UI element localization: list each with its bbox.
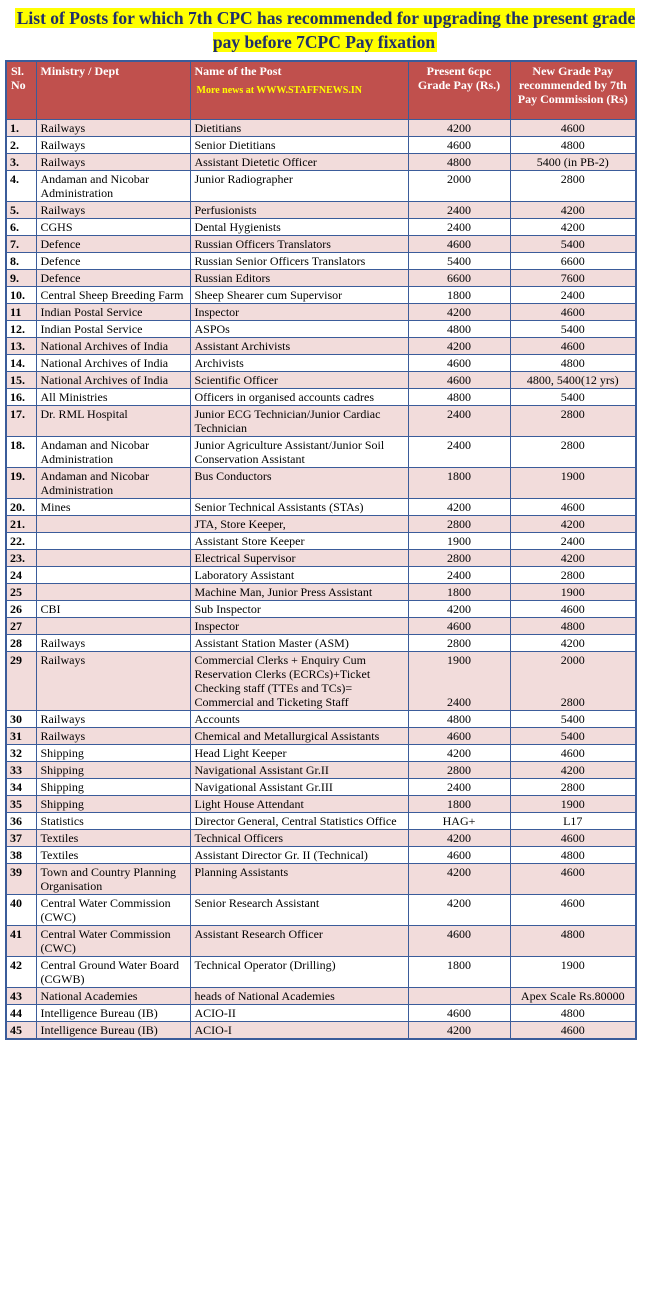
row-new-pay: 4600 bbox=[510, 337, 636, 354]
row-present-pay: 4800 bbox=[408, 388, 510, 405]
row-present-pay: 4600 bbox=[408, 846, 510, 863]
page-title bbox=[0, 0, 650, 52]
row-ministry: CBI bbox=[36, 600, 190, 617]
table-row bbox=[6, 354, 636, 371]
row-new-pay: 5400 bbox=[510, 388, 636, 405]
row-post: Assistant Archivists bbox=[190, 337, 408, 354]
table-row bbox=[6, 170, 636, 201]
row-present-pay: 2400 bbox=[408, 566, 510, 583]
row-post: Navigational Assistant Gr.II bbox=[190, 761, 408, 778]
row-ministry: Textiles bbox=[36, 846, 190, 863]
table-row bbox=[6, 987, 636, 1004]
row-new-pay: L17 bbox=[510, 812, 636, 829]
row-sl: 31 bbox=[6, 727, 36, 744]
table-row bbox=[6, 956, 636, 987]
table-row bbox=[6, 744, 636, 761]
row-new-pay: 1900 bbox=[510, 795, 636, 812]
row-new-pay: 4200 bbox=[510, 549, 636, 566]
row-ministry: Intelligence Bureau (IB) bbox=[36, 1021, 190, 1039]
row-ministry: Railways bbox=[36, 136, 190, 153]
row-ministry: CGHS bbox=[36, 218, 190, 235]
row-ministry: Central Water Commission (CWC) bbox=[36, 894, 190, 925]
row-new-pay: 5400 bbox=[510, 235, 636, 252]
row-ministry: Railways bbox=[36, 153, 190, 170]
row-post: Officers in organised accounts cadres bbox=[190, 388, 408, 405]
table-row bbox=[6, 812, 636, 829]
row-ministry: Andaman and Nicobar Administration bbox=[36, 170, 190, 201]
row-ministry: National Archives of India bbox=[36, 354, 190, 371]
row-present-pay: 4600 bbox=[408, 235, 510, 252]
row-sl: 3. bbox=[6, 153, 36, 170]
row-new-pay: 2400 bbox=[510, 532, 636, 549]
row-new-pay: 4600 bbox=[510, 498, 636, 515]
row-new-pay: 4600 bbox=[510, 303, 636, 320]
row-new-pay: 2800 bbox=[510, 436, 636, 467]
row-sl: 18. bbox=[6, 436, 36, 467]
present-pay-2: 2400 bbox=[447, 694, 471, 709]
row-sl: 16. bbox=[6, 388, 36, 405]
row-sl: 5. bbox=[6, 201, 36, 218]
row-sl: 12. bbox=[6, 320, 36, 337]
row-present-pay: 4600 bbox=[408, 371, 510, 388]
table-row bbox=[6, 201, 636, 218]
row-new-pay: 4600 bbox=[510, 1021, 636, 1039]
table-row bbox=[6, 286, 636, 303]
row-sl: 24 bbox=[6, 566, 36, 583]
row-ministry: Andaman and Nicobar Administration bbox=[36, 467, 190, 498]
row-sl: 28 bbox=[6, 634, 36, 651]
row-ministry: Andaman and Nicobar Administration bbox=[36, 436, 190, 467]
row-post: Navigational Assistant Gr.III bbox=[190, 778, 408, 795]
row-sl: 9. bbox=[6, 269, 36, 286]
table-row bbox=[6, 136, 636, 153]
row-post: Head Light Keeper bbox=[190, 744, 408, 761]
row-present-pay: 5400 bbox=[408, 252, 510, 269]
row-present-pay: HAG+ bbox=[408, 812, 510, 829]
row-post: Junior Agriculture Assistant/Junior Soil Conservation Assistant bbox=[190, 436, 408, 467]
row-post: ACIO-I bbox=[190, 1021, 408, 1039]
table-row bbox=[6, 303, 636, 320]
row-present-pay: 2400 bbox=[408, 778, 510, 795]
row-new-pay: 4800 bbox=[510, 1004, 636, 1021]
row-sl: 17. bbox=[6, 405, 36, 436]
row-post: Junior Radiographer bbox=[190, 170, 408, 201]
row-present-pay: 1800 bbox=[408, 286, 510, 303]
row-new-pay: 4600 bbox=[510, 863, 636, 894]
row-ministry: National Archives of India bbox=[36, 371, 190, 388]
row-new-pay: 2800 bbox=[510, 170, 636, 201]
table-row bbox=[6, 566, 636, 583]
row-present-pay: 2800 bbox=[408, 515, 510, 532]
row-new-pay: 4600 bbox=[510, 119, 636, 136]
row-new-pay: 4600 bbox=[510, 829, 636, 846]
row-sl: 22. bbox=[6, 532, 36, 549]
row-present-pay: 1800 bbox=[408, 583, 510, 600]
row-sl: 33 bbox=[6, 761, 36, 778]
row-post: Senior Dietitians bbox=[190, 136, 408, 153]
row-sl: 25 bbox=[6, 583, 36, 600]
row-new-pay: 4600 bbox=[510, 894, 636, 925]
table-row bbox=[6, 761, 636, 778]
row-new-pay: 4200 bbox=[510, 515, 636, 532]
row-post: Assistant Director Gr. II (Technical) bbox=[190, 846, 408, 863]
row-sl: 1. bbox=[6, 119, 36, 136]
row-ministry: National Archives of India bbox=[36, 337, 190, 354]
row-sl: 38 bbox=[6, 846, 36, 863]
row-present-pay: 4600 bbox=[408, 354, 510, 371]
table-row bbox=[6, 320, 636, 337]
row-present-pay: 4600 bbox=[408, 925, 510, 956]
row-new-pay: 4800 bbox=[510, 354, 636, 371]
row-new-pay: 4200 bbox=[510, 761, 636, 778]
row-post: Technical Operator (Drilling) bbox=[190, 956, 408, 987]
table-row bbox=[6, 405, 636, 436]
row-ministry: Railways bbox=[36, 634, 190, 651]
row-present-pay: 1800 bbox=[408, 956, 510, 987]
row-post: heads of National Academies bbox=[190, 987, 408, 1004]
row-present-pay: 4200 bbox=[408, 894, 510, 925]
row-ministry: Shipping bbox=[36, 778, 190, 795]
row-ministry: Defence bbox=[36, 252, 190, 269]
row-post: Dietitians bbox=[190, 119, 408, 136]
table-row bbox=[6, 925, 636, 956]
row-sl: 37 bbox=[6, 829, 36, 846]
row-post: Technical Officers bbox=[190, 829, 408, 846]
row-present-pay: 4600 bbox=[408, 727, 510, 744]
row-sl: 32 bbox=[6, 744, 36, 761]
row-present-pay: 4200 bbox=[408, 303, 510, 320]
row-present-pay: 4600 bbox=[408, 136, 510, 153]
row-present-pay: 4200 bbox=[408, 829, 510, 846]
table-row bbox=[6, 515, 636, 532]
row-present-pay: 4200 bbox=[408, 337, 510, 354]
table-row bbox=[6, 651, 636, 710]
table-row bbox=[6, 634, 636, 651]
row-ministry: Town and Country Planning Organisation bbox=[36, 863, 190, 894]
table-row bbox=[6, 600, 636, 617]
row-present-pay: 4200 bbox=[408, 744, 510, 761]
row-post: ACIO-II bbox=[190, 1004, 408, 1021]
row-present-pay: 6600 bbox=[408, 269, 510, 286]
row-sl: 35 bbox=[6, 795, 36, 812]
row-new-pay bbox=[510, 651, 636, 710]
table-row bbox=[6, 532, 636, 549]
row-present-pay: 1900 bbox=[408, 532, 510, 549]
row-post: Assistant Research Officer bbox=[190, 925, 408, 956]
row-present-pay: 2800 bbox=[408, 761, 510, 778]
row-present-pay: 2400 bbox=[408, 436, 510, 467]
table-row bbox=[6, 119, 636, 136]
row-present-pay: 2000 bbox=[408, 170, 510, 201]
table-row bbox=[6, 371, 636, 388]
table-row bbox=[6, 218, 636, 235]
row-ministry: Railways bbox=[36, 201, 190, 218]
row-present-pay: 2400 bbox=[408, 405, 510, 436]
posts-table bbox=[5, 60, 637, 1040]
row-post: Accounts bbox=[190, 710, 408, 727]
row-present-pay: 1800 bbox=[408, 795, 510, 812]
row-sl: 19. bbox=[6, 467, 36, 498]
row-sl: 42 bbox=[6, 956, 36, 987]
row-ministry: Railways bbox=[36, 727, 190, 744]
row-ministry: All Ministries bbox=[36, 388, 190, 405]
row-present-pay: 4200 bbox=[408, 498, 510, 515]
row-ministry: Shipping bbox=[36, 744, 190, 761]
table-row bbox=[6, 778, 636, 795]
new-pay-1: 2000 bbox=[560, 652, 585, 667]
row-present-pay: 4200 bbox=[408, 600, 510, 617]
row-sl: 27 bbox=[6, 617, 36, 634]
row-sl: 13. bbox=[6, 337, 36, 354]
row-ministry: Central Sheep Breeding Farm bbox=[36, 286, 190, 303]
row-new-pay: 4600 bbox=[510, 744, 636, 761]
row-ministry bbox=[36, 566, 190, 583]
table-row bbox=[6, 252, 636, 269]
row-sl: 39 bbox=[6, 863, 36, 894]
row-ministry: Railways bbox=[36, 119, 190, 136]
page-title-text: List of Posts for which 7th CPC has recommended for upgrading the present grade pay before 7CPC Pay fixation bbox=[16, 8, 636, 52]
row-ministry: Defence bbox=[36, 269, 190, 286]
row-new-pay: 4200 bbox=[510, 201, 636, 218]
row-ministry: Central Ground Water Board (CGWB) bbox=[36, 956, 190, 987]
row-new-pay: 4800 bbox=[510, 617, 636, 634]
table-row bbox=[6, 388, 636, 405]
row-ministry bbox=[36, 583, 190, 600]
new-pay-2: 2800 bbox=[560, 694, 585, 709]
row-sl: 8. bbox=[6, 252, 36, 269]
row-present-pay: 4200 bbox=[408, 863, 510, 894]
row-ministry: National Academies bbox=[36, 987, 190, 1004]
row-present-pay: 2800 bbox=[408, 634, 510, 651]
table-row bbox=[6, 894, 636, 925]
row-ministry: Indian Postal Service bbox=[36, 320, 190, 337]
row-new-pay: 1900 bbox=[510, 583, 636, 600]
row-sl: 7. bbox=[6, 235, 36, 252]
row-post: Machine Man, Junior Press Assistant bbox=[190, 583, 408, 600]
row-new-pay: 1900 bbox=[510, 467, 636, 498]
row-sl: 26 bbox=[6, 600, 36, 617]
row-sl: 43 bbox=[6, 987, 36, 1004]
row-sl: 4. bbox=[6, 170, 36, 201]
row-present-pay: 4200 bbox=[408, 119, 510, 136]
row-sl: 40 bbox=[6, 894, 36, 925]
row-new-pay: 5400 (in PB-2) bbox=[510, 153, 636, 170]
table-row bbox=[6, 583, 636, 600]
row-post: Chemical and Metallurgical Assistants bbox=[190, 727, 408, 744]
row-sl: 10. bbox=[6, 286, 36, 303]
row-ministry bbox=[36, 515, 190, 532]
row-post: Assistant Dietetic Officer bbox=[190, 153, 408, 170]
table-body bbox=[6, 119, 636, 1039]
row-sl: 2. bbox=[6, 136, 36, 153]
row-new-pay: 4800 bbox=[510, 925, 636, 956]
row-new-pay: 4600 bbox=[510, 600, 636, 617]
table-row bbox=[6, 1021, 636, 1039]
row-ministry: Railways bbox=[36, 710, 190, 727]
row-sl: 41 bbox=[6, 925, 36, 956]
table-row bbox=[6, 269, 636, 286]
row-post: Laboratory Assistant bbox=[190, 566, 408, 583]
row-sl: 29 bbox=[6, 651, 36, 710]
row-present-pay bbox=[408, 987, 510, 1004]
row-ministry bbox=[36, 532, 190, 549]
table-row bbox=[6, 467, 636, 498]
row-post: Inspector bbox=[190, 303, 408, 320]
row-new-pay: Apex Scale Rs.80000 bbox=[510, 987, 636, 1004]
row-new-pay: 4800, 5400(12 yrs) bbox=[510, 371, 636, 388]
row-post: Sheep Shearer cum Supervisor bbox=[190, 286, 408, 303]
row-present-pay: 4600 bbox=[408, 1004, 510, 1021]
row-post: Russian Officers Translators bbox=[190, 235, 408, 252]
row-post: Scientific Officer bbox=[190, 371, 408, 388]
row-sl: 6. bbox=[6, 218, 36, 235]
table-header-row bbox=[6, 61, 636, 119]
row-ministry: Railways bbox=[36, 651, 190, 710]
row-post: Light House Attendant bbox=[190, 795, 408, 812]
row-new-pay: 2800 bbox=[510, 566, 636, 583]
row-post: Bus Conductors bbox=[190, 467, 408, 498]
row-new-pay: 4200 bbox=[510, 218, 636, 235]
row-new-pay: 4800 bbox=[510, 136, 636, 153]
row-post: Senior Technical Assistants (STAs) bbox=[190, 498, 408, 515]
header-ministry: Ministry / Dept bbox=[36, 61, 190, 119]
table-row bbox=[6, 235, 636, 252]
row-post: JTA, Store Keeper, bbox=[190, 515, 408, 532]
row-present-pay: 2400 bbox=[408, 218, 510, 235]
row-present-pay: 4800 bbox=[408, 153, 510, 170]
table-row bbox=[6, 863, 636, 894]
table-row bbox=[6, 710, 636, 727]
row-post: Assistant Station Master (ASM) bbox=[190, 634, 408, 651]
table-row bbox=[6, 846, 636, 863]
row-ministry bbox=[36, 617, 190, 634]
row-post: Sub Inspector bbox=[190, 600, 408, 617]
row-sl: 14. bbox=[6, 354, 36, 371]
row-present-pay: 4800 bbox=[408, 320, 510, 337]
row-post: Dental Hygienists bbox=[190, 218, 408, 235]
table-row bbox=[6, 1004, 636, 1021]
row-ministry: Central Water Commission (CWC) bbox=[36, 925, 190, 956]
row-ministry: Intelligence Bureau (IB) bbox=[36, 1004, 190, 1021]
header-post bbox=[190, 61, 408, 119]
row-present-pay: 4200 bbox=[408, 1021, 510, 1039]
row-ministry: Textiles bbox=[36, 829, 190, 846]
row-present-pay: 1800 bbox=[408, 467, 510, 498]
row-ministry: Dr. RML Hospital bbox=[36, 405, 190, 436]
row-ministry: Mines bbox=[36, 498, 190, 515]
row-post: Senior Research Assistant bbox=[190, 894, 408, 925]
row-post: Perfusionists bbox=[190, 201, 408, 218]
row-ministry: Shipping bbox=[36, 795, 190, 812]
row-new-pay: 5400 bbox=[510, 727, 636, 744]
row-new-pay: 2400 bbox=[510, 286, 636, 303]
row-post: Archivists bbox=[190, 354, 408, 371]
row-post: ASPOs bbox=[190, 320, 408, 337]
row-new-pay: 4200 bbox=[510, 634, 636, 651]
row-present-pay: 2800 bbox=[408, 549, 510, 566]
row-sl: 21. bbox=[6, 515, 36, 532]
row-ministry: Defence bbox=[36, 235, 190, 252]
table-row bbox=[6, 795, 636, 812]
row-present-pay: 4600 bbox=[408, 617, 510, 634]
row-new-pay: 7600 bbox=[510, 269, 636, 286]
row-sl: 45 bbox=[6, 1021, 36, 1039]
table-row bbox=[6, 153, 636, 170]
row-post: Russian Editors bbox=[190, 269, 408, 286]
row-new-pay: 5400 bbox=[510, 710, 636, 727]
table-row bbox=[6, 436, 636, 467]
table-row bbox=[6, 337, 636, 354]
row-post: Commercial Clerks + Enquiry Cum Reservation Clerks (ECRCs)+Ticket Checking staff (TTEs and TCs)= Commercial and Ticketing Staff bbox=[190, 651, 408, 710]
row-post: Junior ECG Technician/Junior Cardiac Technician bbox=[190, 405, 408, 436]
table-row bbox=[6, 549, 636, 566]
row-post: Electrical Supervisor bbox=[190, 549, 408, 566]
table-row bbox=[6, 727, 636, 744]
row-present-pay bbox=[408, 651, 510, 710]
row-post: Assistant Store Keeper bbox=[190, 532, 408, 549]
row-new-pay: 2800 bbox=[510, 405, 636, 436]
row-new-pay: 5400 bbox=[510, 320, 636, 337]
header-present-pay: Present 6cpc Grade Pay (Rs.) bbox=[408, 61, 510, 119]
row-present-pay: 2400 bbox=[408, 201, 510, 218]
row-post: Russian Senior Officers Translators bbox=[190, 252, 408, 269]
row-sl: 11 bbox=[6, 303, 36, 320]
row-new-pay: 4800 bbox=[510, 846, 636, 863]
row-post: Inspector bbox=[190, 617, 408, 634]
row-sl: 36 bbox=[6, 812, 36, 829]
header-sl: Sl. No bbox=[6, 61, 36, 119]
row-sl: 30 bbox=[6, 710, 36, 727]
row-ministry bbox=[36, 549, 190, 566]
row-ministry: Indian Postal Service bbox=[36, 303, 190, 320]
news-link[interactable]: More news at WWW.STAFFNEWS.IN bbox=[196, 85, 362, 96]
table-row bbox=[6, 829, 636, 846]
row-post: Director General, Central Statistics Office bbox=[190, 812, 408, 829]
header-post-label: Name of the Post bbox=[194, 64, 282, 78]
row-sl: 20. bbox=[6, 498, 36, 515]
table-row bbox=[6, 617, 636, 634]
row-post: Planning Assistants bbox=[190, 863, 408, 894]
row-sl: 23. bbox=[6, 549, 36, 566]
row-sl: 34 bbox=[6, 778, 36, 795]
row-new-pay: 2800 bbox=[510, 778, 636, 795]
header-new-pay: New Grade Pay recommended by 7th Pay Commission (Rs) bbox=[510, 61, 636, 119]
row-sl: 15. bbox=[6, 371, 36, 388]
table-row bbox=[6, 498, 636, 515]
row-ministry: Shipping bbox=[36, 761, 190, 778]
row-new-pay: 6600 bbox=[510, 252, 636, 269]
row-ministry: Statistics bbox=[36, 812, 190, 829]
row-present-pay: 4800 bbox=[408, 710, 510, 727]
row-sl: 44 bbox=[6, 1004, 36, 1021]
present-pay-1: 1900 bbox=[447, 652, 471, 667]
row-new-pay: 1900 bbox=[510, 956, 636, 987]
